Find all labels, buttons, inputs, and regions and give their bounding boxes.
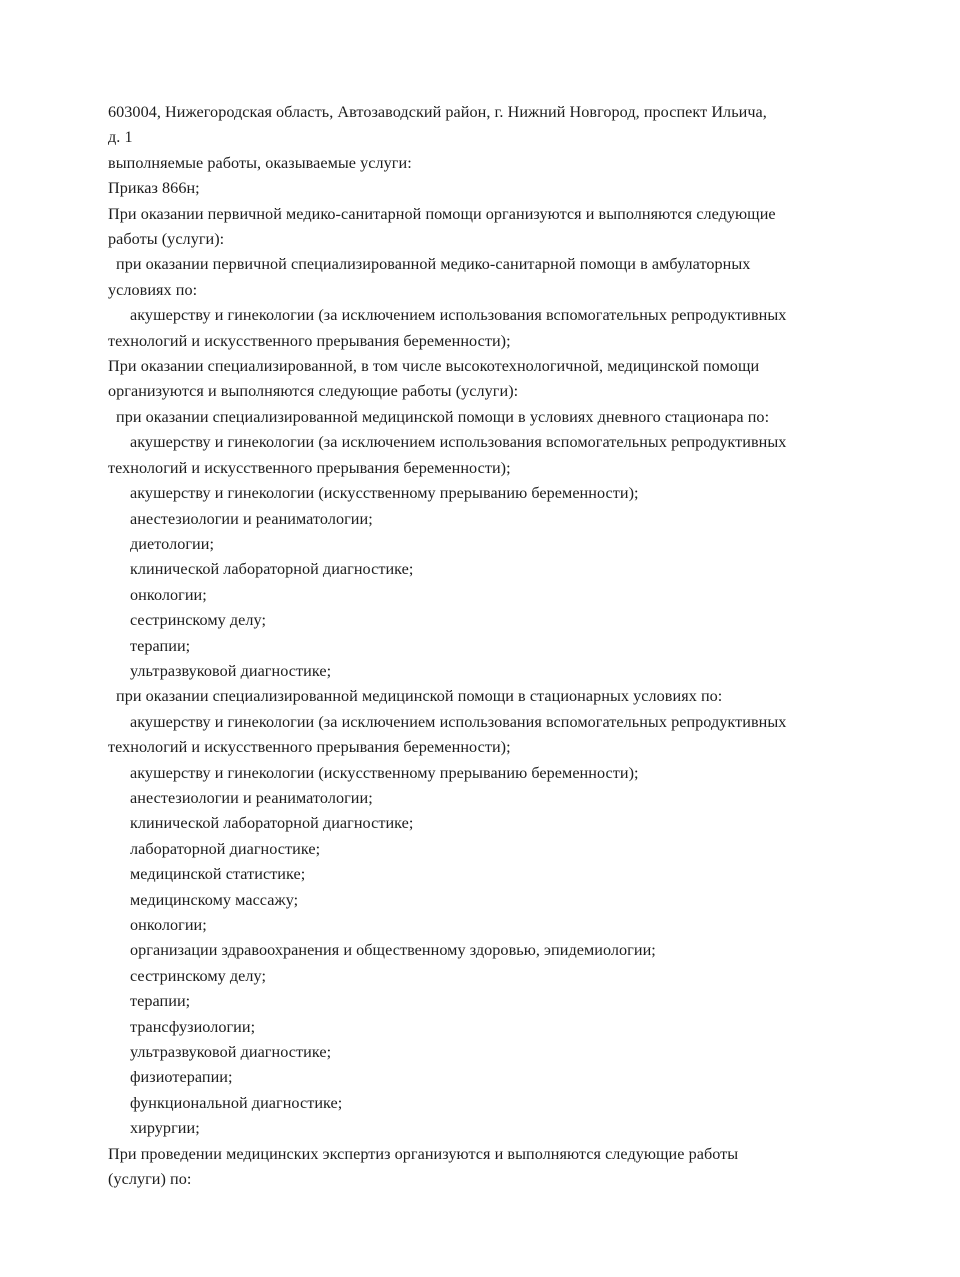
document-line: клинической лабораторной диагностике; (130, 560, 414, 579)
document-line: технологий и искусственного прерывания беременности); (108, 738, 511, 757)
document-line: При проведении медицинских экспертиз организуются и выполняются следующие работы (108, 1144, 739, 1163)
document-line: терапии; (130, 636, 191, 655)
document-line: лабораторной диагностике; (130, 839, 321, 858)
document-line: трансфузиологии; (130, 1017, 256, 1036)
document-line: физиотерапии; (130, 1068, 233, 1087)
document-line: При оказании специализированной, в том числе высокотехнологичной, медицинской помощи (108, 357, 760, 376)
document-line: акушерству и гинекологии (искусственному прерыванию беременности); (130, 763, 639, 782)
document-line: клинической лабораторной диагностике; (130, 814, 414, 833)
document-line: технологий и искусственного прерывания беременности); (108, 331, 511, 350)
document-line: сестринскому делу; (130, 611, 267, 630)
document-line: анестезиологии и реаниматологии; (130, 509, 373, 528)
document-line: организуются и выполняются следующие работы (услуги): (108, 382, 519, 401)
document-line: выполняемые работы, оказываемые услуги: (108, 153, 412, 172)
document-line: терапии; (130, 992, 191, 1011)
document-line: при оказании специализированной медицинской помощи в стационарных условиях по: (116, 687, 723, 706)
document-line: акушерству и гинекологии (искусственному прерыванию беременности); (130, 484, 639, 503)
document-line: медицинской статистике; (130, 865, 306, 884)
document-line: ультразвуковой диагностике; (130, 1043, 332, 1062)
document-line: условиях по: (108, 280, 198, 299)
document-line: анестезиологии и реаниматологии; (130, 788, 373, 807)
document-line: д. 1 (108, 128, 133, 147)
document-line: 603004, Нижегородская область, Автозаводский район, г. Нижний Новгород, проспект Ильича, (108, 103, 767, 121)
document-line: организации здравоохранения и общественному здоровью, эпидемиологии; (130, 941, 656, 960)
document-line: диетологии; (130, 534, 215, 553)
document-line: онкологии; (130, 585, 207, 604)
document-line: медицинскому массажу; (130, 890, 299, 909)
document-line: акушерству и гинекологии (за исключением использования вспомогательных репродуктивных (130, 433, 787, 452)
document-line: акушерству и гинекологии (за исключением использования вспомогательных репродуктивных (130, 306, 787, 325)
document-text-block (108, 100, 853, 1192)
document-line: при оказании специализированной медицинской помощи в условиях дневного стационара по: (116, 407, 770, 426)
document-line: При оказании первичной медико-санитарной помощи организуются и выполняются следующие (108, 204, 776, 223)
document-line: технологий и искусственного прерывания беременности); (108, 458, 511, 477)
document-line: ультразвуковой диагностике; (130, 661, 332, 680)
document-line: (услуги) по: (108, 1170, 192, 1189)
document-line: хирургии; (130, 1119, 200, 1138)
document-line: онкологии; (130, 916, 207, 934)
document-line: при оказании первичной специализированной медико-санитарной помощи в амбулаторных (116, 255, 751, 274)
document-line: Приказ 866н; (108, 179, 200, 198)
document-line: сестринскому делу; (130, 966, 267, 985)
document-line: работы (услуги): (108, 230, 225, 249)
document-line: акушерству и гинекологии (за исключением использования вспомогательных репродуктивных (130, 712, 787, 731)
document-line: функциональной диагностике; (130, 1093, 343, 1112)
